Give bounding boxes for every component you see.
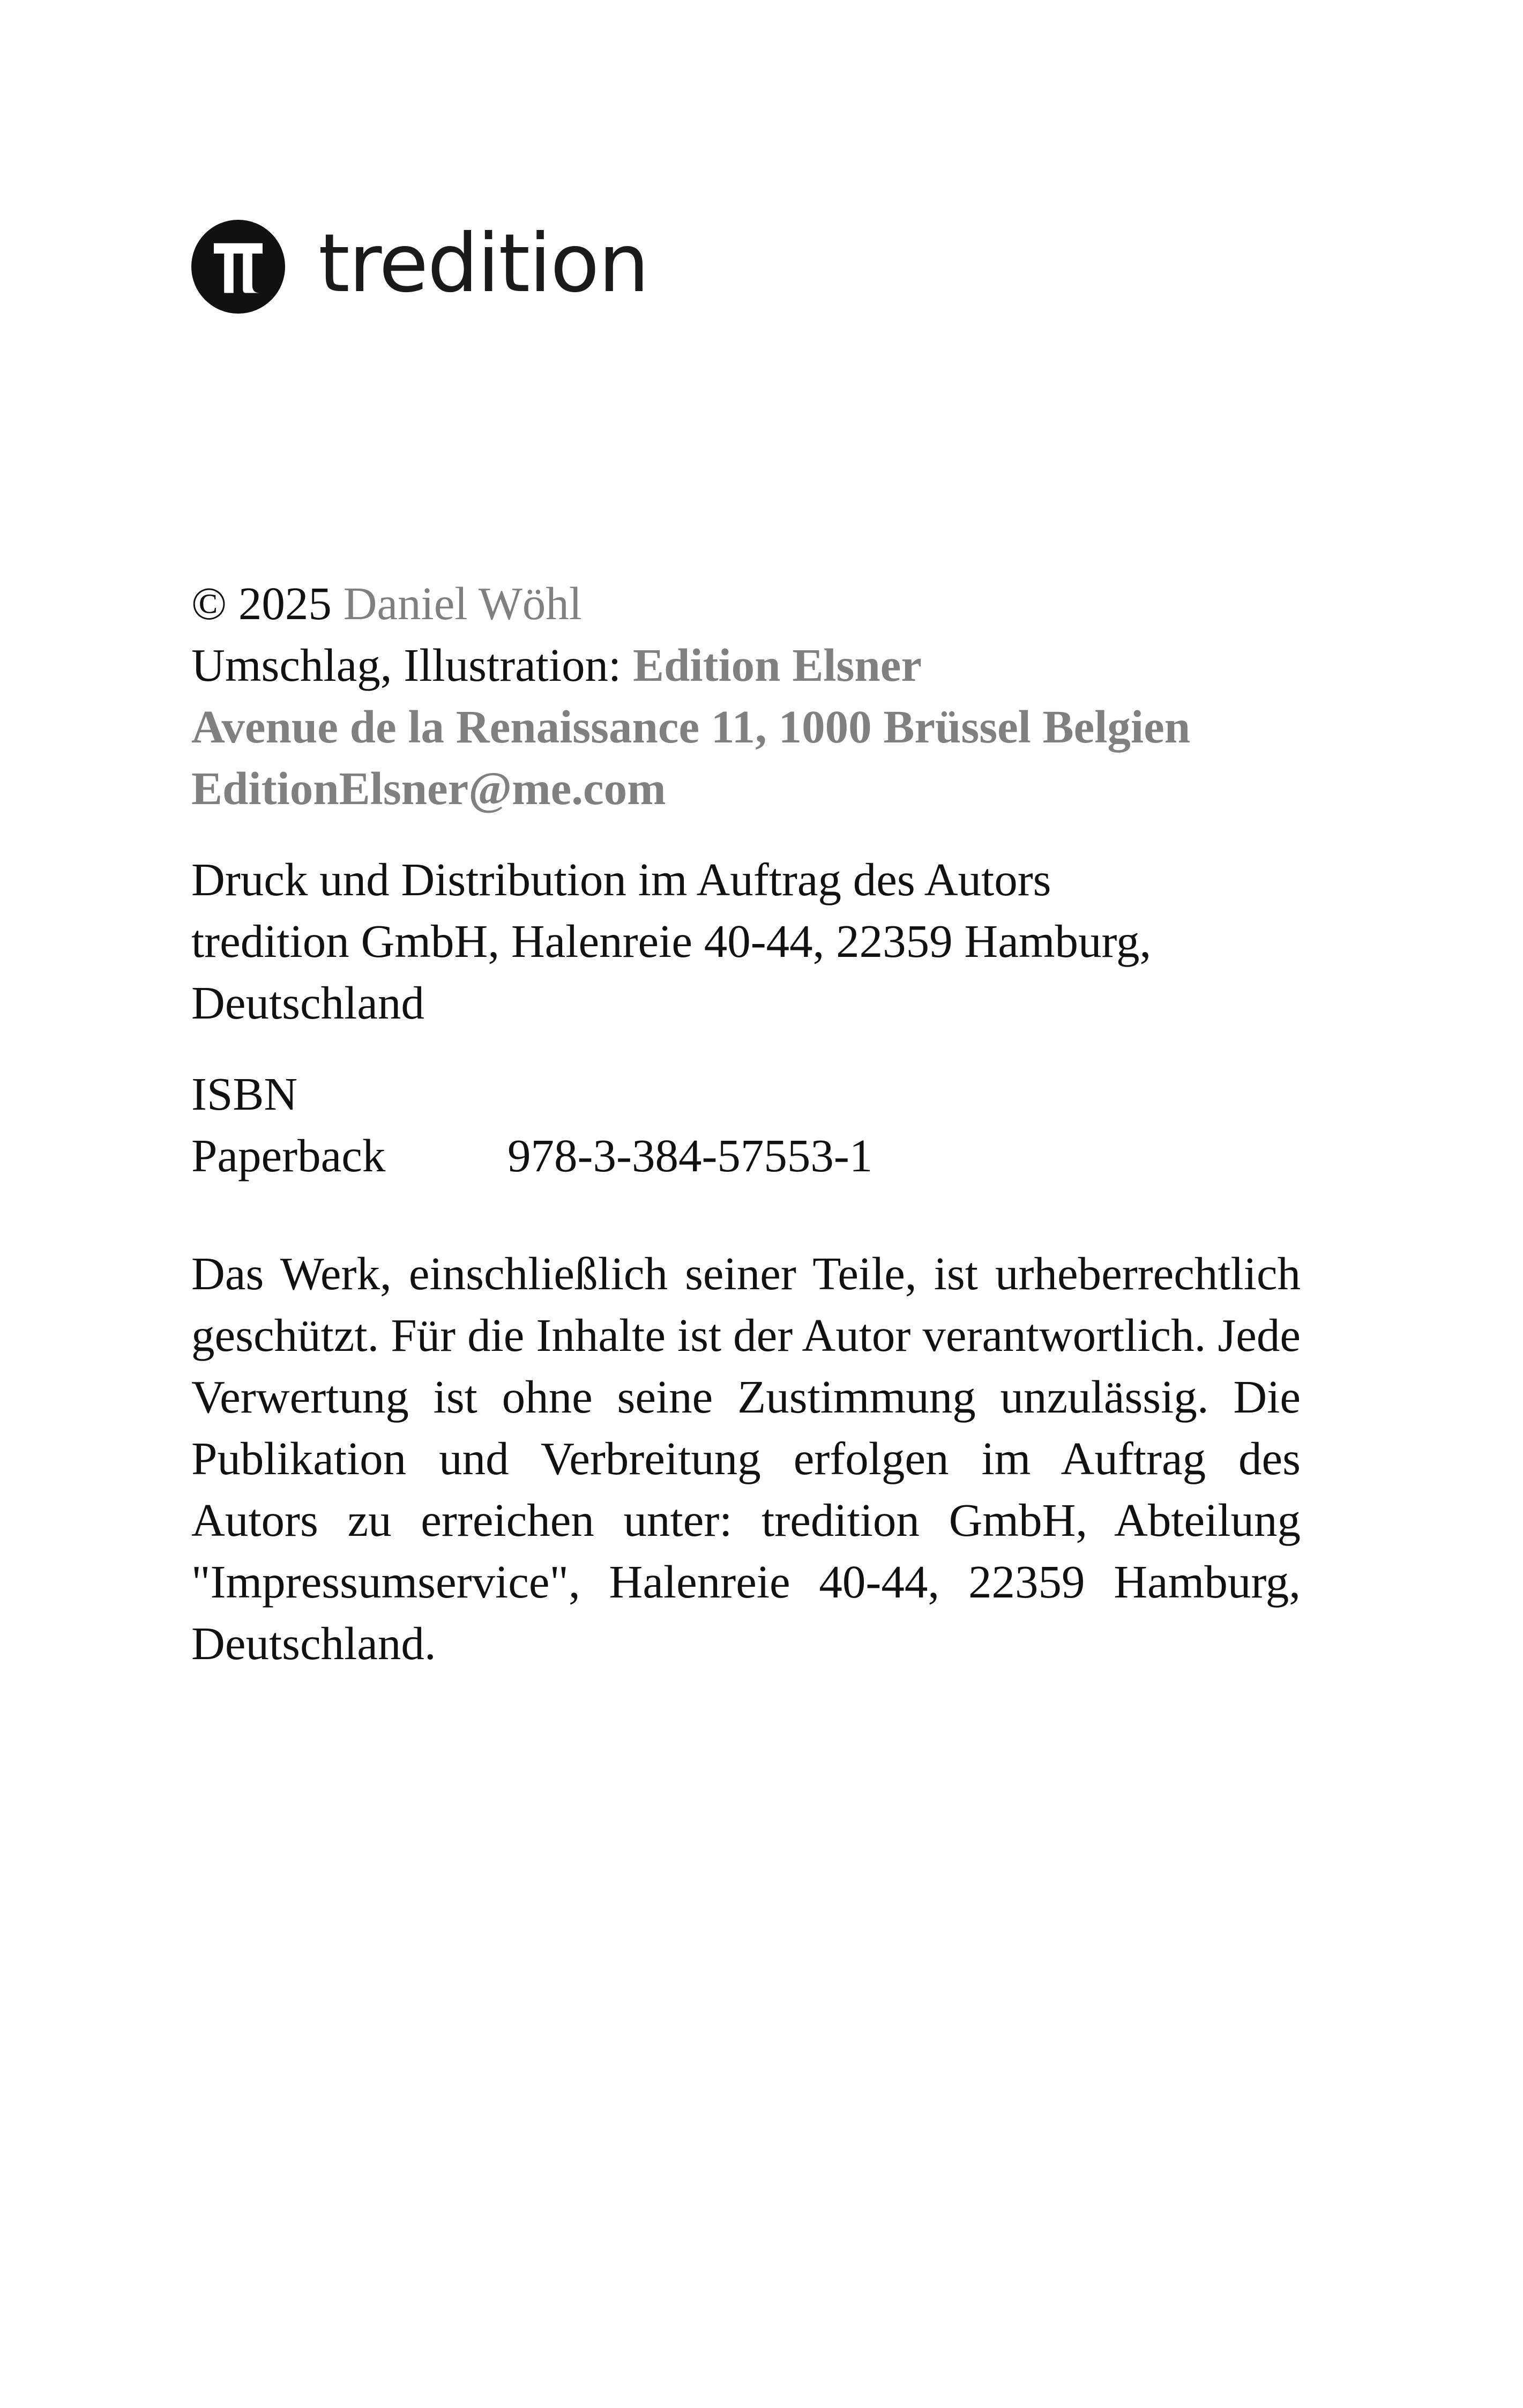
author-name: Daniel Wöhl: [343, 577, 582, 629]
isbn-block: [191, 1063, 1301, 1186]
isbn-heading: ISBN: [191, 1068, 298, 1120]
spacer: [191, 819, 1301, 849]
cover-credit-name: Edition Elsner: [632, 639, 922, 691]
copyright-block: [191, 573, 1301, 819]
imprint-content: [191, 573, 1301, 1674]
copyright-prefix: © 2025: [191, 577, 332, 629]
isbn-format: Paperback: [191, 1129, 386, 1181]
publisher-wordmark: tredition: [318, 217, 648, 310]
print-line-3: Deutschland: [191, 977, 424, 1029]
spacer: [191, 1186, 1301, 1243]
print-block: [191, 849, 1301, 1034]
tredition-t-icon: [191, 220, 285, 314]
cover-email: EditionElsner@me.com: [191, 762, 666, 814]
publisher-logo: [191, 217, 648, 314]
cover-credit-label: Umschlag, Illustration:: [191, 639, 622, 691]
print-line-2: tredition GmbH, Halenreie 40-44, 22359 Hamburg,: [191, 915, 1152, 967]
isbn-row: [191, 1125, 1301, 1186]
legal-notice: Das Werk, einschließlich seiner Teile, ist urheberrechtlich geschützt. Für die Inhalte ist der Autor verantwortlich. Jede Verwertung ist ohne seine Zustimmung unzulässig. Die Publikation und Verbreitung erfolgen im Auftrag des Autors zu erreichen unter: tredition GmbH, Abteilung "Impressumservice", Halenreie 40-44, 22359 Hamburg, Deutschland.: [191, 1247, 1301, 1669]
cover-credit-line: [191, 634, 1301, 696]
copyright-line: [191, 573, 1301, 634]
print-line-1: Druck und Distribution im Auftrag des Autors: [191, 853, 1051, 905]
cover-address: Avenue de la Renaissance 11, 1000 Brüssel Belgien: [191, 701, 1191, 753]
spacer: [191, 1034, 1301, 1063]
isbn-number: 978-3-384-57553-1: [507, 1129, 873, 1181]
